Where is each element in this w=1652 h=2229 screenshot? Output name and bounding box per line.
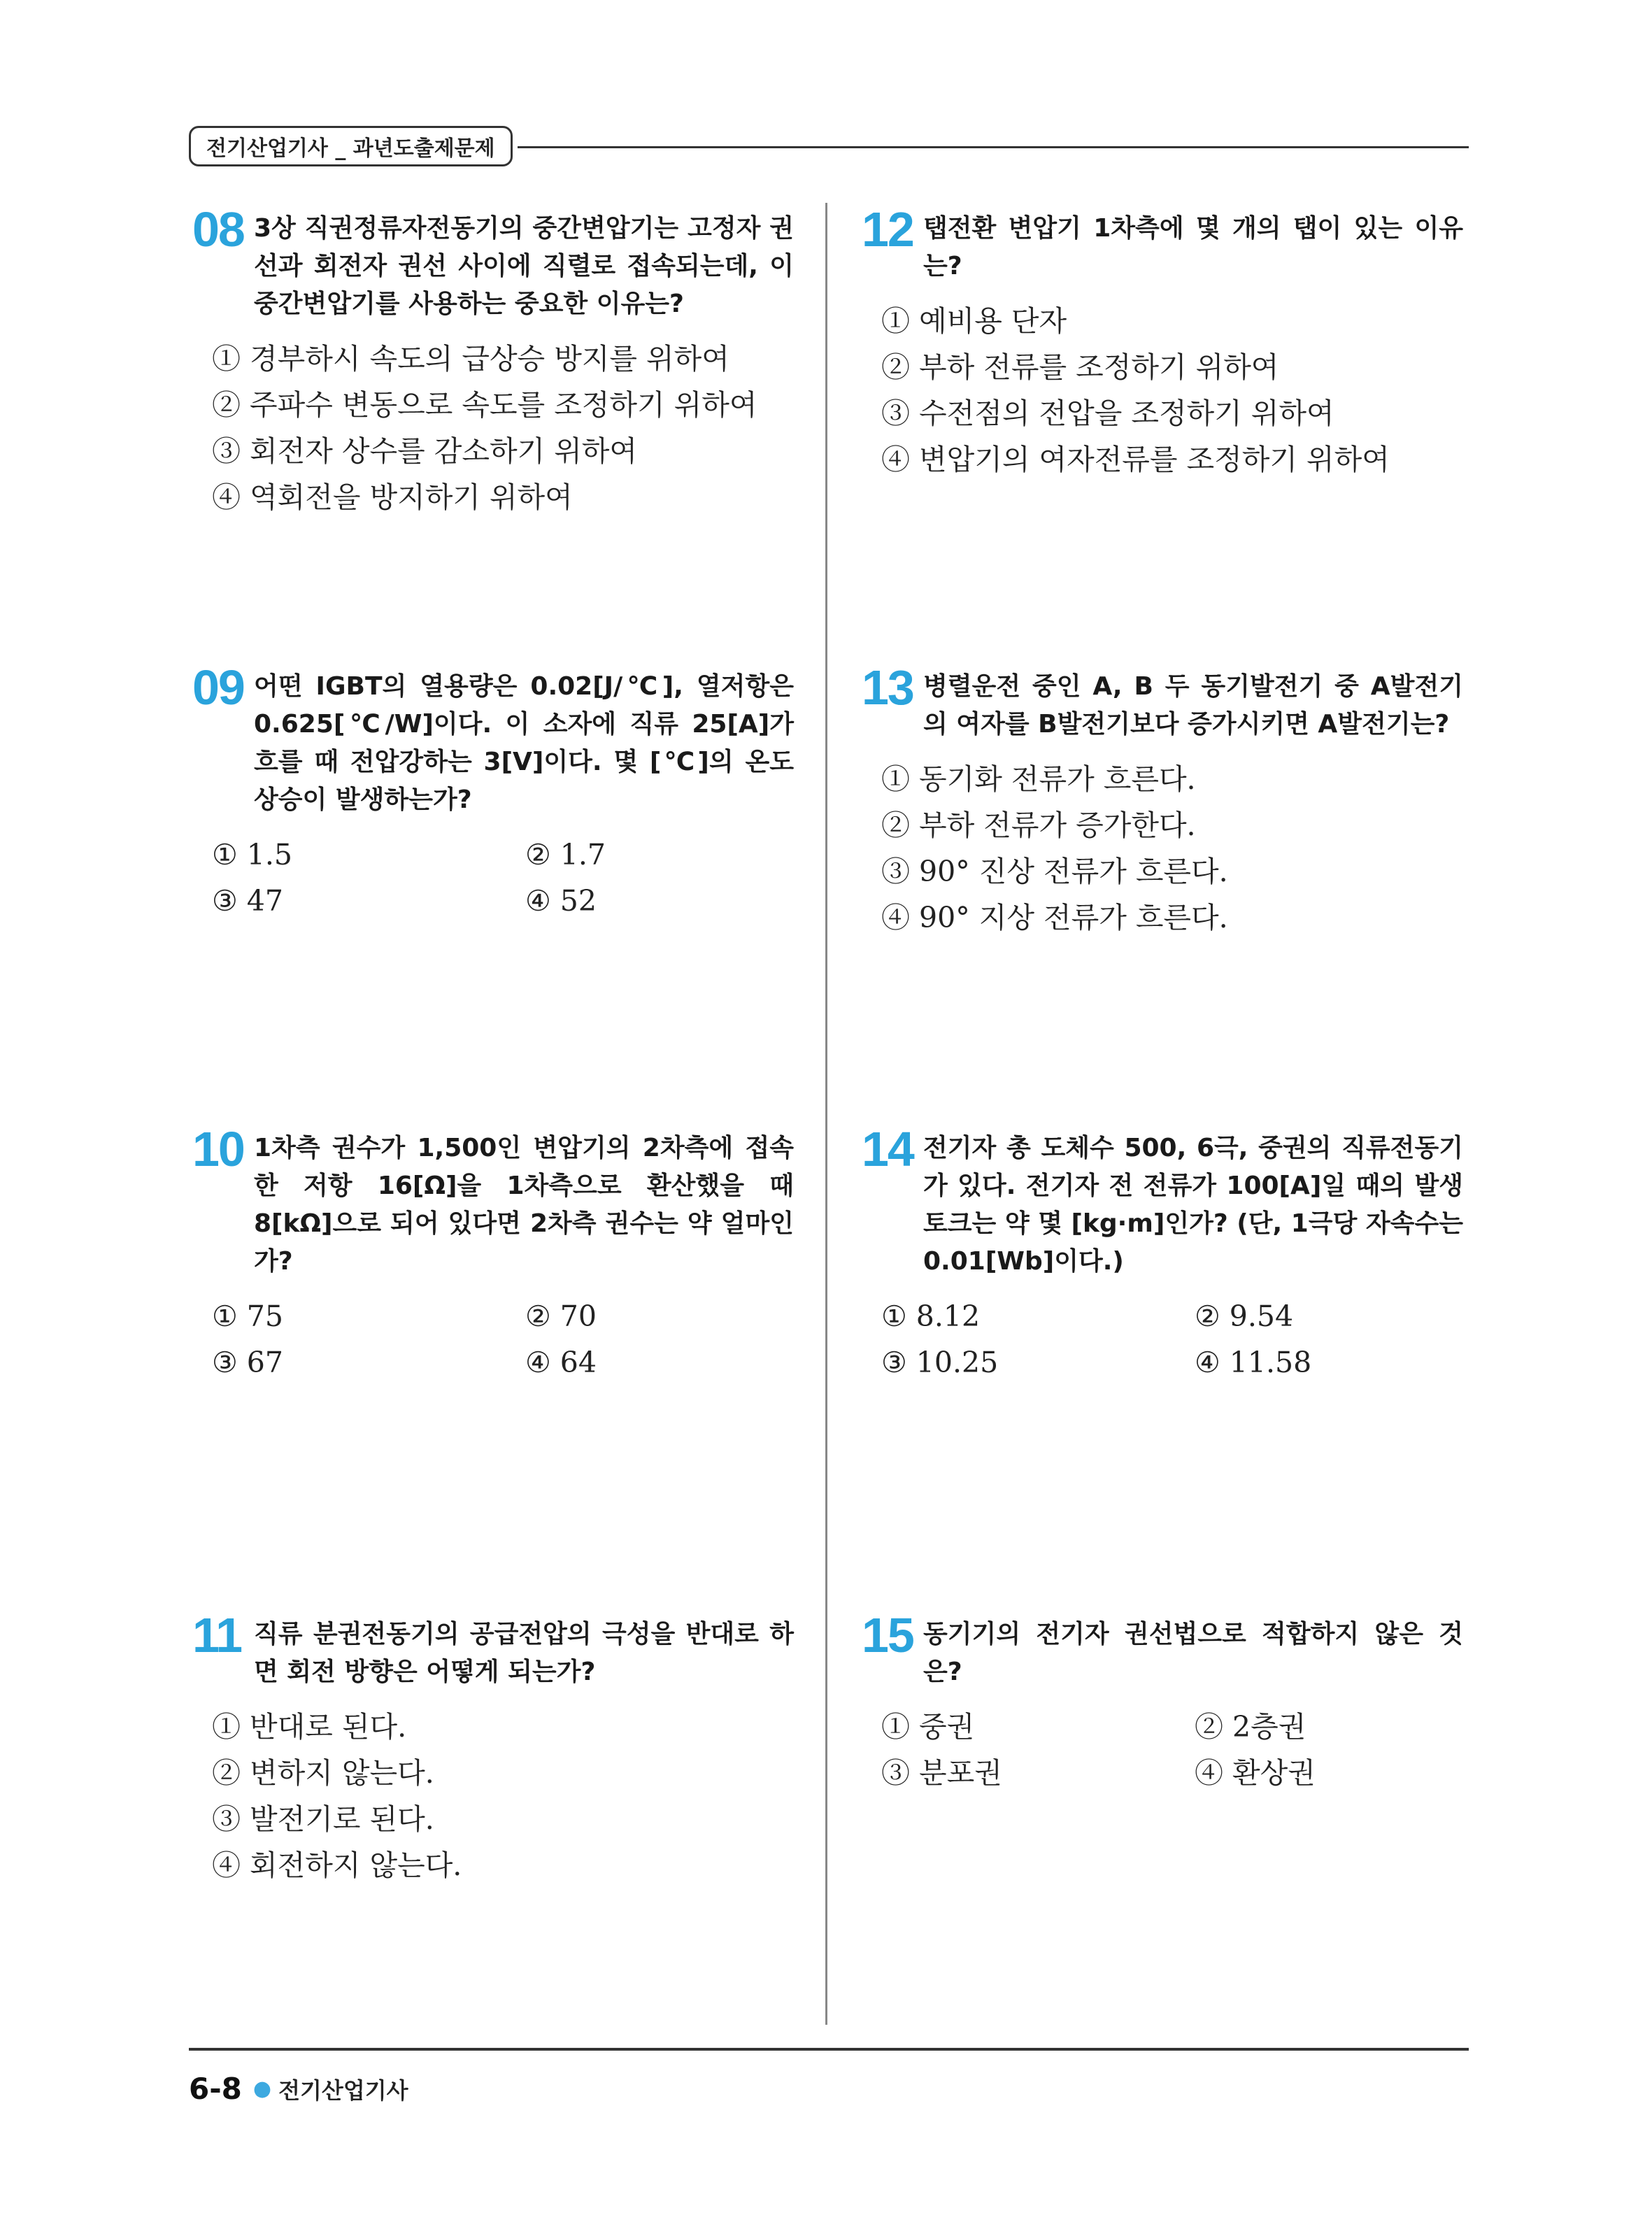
footer [189, 2072, 408, 2106]
option-2: ② 주파수 변동으로 속도를 조정하기 위하여 [212, 388, 757, 422]
question-10 [192, 1122, 794, 1386]
question-08 [192, 202, 794, 520]
question-text: 탭전환 변압기 1차측에 몇 개의 탭이 있는 이유는? [923, 214, 1463, 280]
option-3: ③ 분포권 [881, 1756, 1002, 1790]
question-text: 동기기의 전기자 권선법으로 적합하지 않은 것은? [923, 1620, 1463, 1686]
option-1: ① 중권 [881, 1710, 975, 1744]
option-2: ② 2층권 [1195, 1710, 1306, 1744]
page-number: 6-8 [189, 2072, 242, 2106]
option-3: ③ 67 [212, 1346, 283, 1379]
question-14 [862, 1122, 1463, 1386]
option-list [212, 336, 794, 520]
option-list [881, 1704, 1463, 1796]
question-09 [192, 660, 794, 924]
question-text: 전기자 총 도체수 500, 6극, 중권의 직류전동기가 있다. 전기자 전 전류가 100[A]일 때의 발생토크는 약 몇 [kg·m]인가? (단, 1극당 자속수는 0.01[Wb]이다.) [923, 1134, 1463, 1276]
option-2: ② 부하 전류를 조정하기 위하여 [881, 350, 1279, 384]
option-4: ④ 환상권 [1195, 1756, 1316, 1790]
question-number: 11 [192, 1608, 241, 1662]
question-15 [862, 1608, 1463, 1796]
option-1: ① 경부하시 속도의 급상승 방지를 위하여 [212, 342, 729, 376]
option-1: ① 예비용 단자 [881, 304, 1067, 338]
option-list [212, 1704, 794, 1888]
question-12 [862, 202, 1463, 483]
option-4: ④ 64 [525, 1346, 597, 1379]
option-1: ① 반대로 된다. [212, 1710, 407, 1744]
question-11 [192, 1608, 794, 1888]
header-rule [518, 146, 1469, 148]
option-2: ② 부하 전류가 증가한다. [881, 809, 1196, 842]
option-3: ③ 47 [212, 884, 283, 918]
option-1: ① 8.12 [881, 1299, 981, 1333]
option-4: ④ 역회전을 방지하기 위하여 [212, 480, 573, 514]
column-divider [825, 203, 827, 2025]
option-2: ② 70 [525, 1299, 597, 1333]
option-2: ② 1.7 [525, 838, 606, 871]
option-4: ④ 52 [525, 884, 597, 918]
option-4: ④ 회전하지 않는다. [212, 1849, 462, 1882]
footer-title: 전기산업기사 [278, 2077, 408, 2104]
option-3: ③ 10.25 [881, 1346, 999, 1379]
question-number: 10 [192, 1122, 244, 1176]
question-number: 09 [192, 660, 244, 715]
question-number: 14 [862, 1122, 913, 1176]
option-2: ② 변하지 않는다. [212, 1756, 434, 1790]
footer-rule [189, 2048, 1469, 2051]
option-4: ④ 변압기의 여자전류를 조정하기 위하여 [881, 443, 1390, 476]
option-4: ④ 11.58 [1195, 1346, 1312, 1379]
question-text: 어떤 IGBT의 열용량은 0.02[J/℃], 열저항은 0.625[℃/W]이다. 이 소자에 직류 25[A]가 흐를 때 전압강하는 3[V]이다. 몇 [℃]의 온도상승이 발생하는가? [254, 672, 794, 814]
option-3: ③ 회전자 상수를 감소하기 위하여 [212, 434, 638, 468]
option-2: ② 9.54 [1195, 1299, 1294, 1333]
option-1: ① 75 [212, 1299, 283, 1333]
option-list [881, 1293, 1463, 1386]
option-3: ③ 수전점의 전압을 조정하기 위하여 [881, 397, 1334, 430]
question-text: 1차측 권수가 1,500인 변압기의 2차측에 접속한 저항 16[Ω]을 1차측으로 환산했을 때 8[kΩ]으로 되어 있다면 2차측 권수는 약 얼마인가? [254, 1134, 794, 1276]
question-13 [862, 660, 1463, 941]
option-3: ③ 발전기로 된다. [212, 1802, 434, 1836]
question-text: 병렬운전 중인 A, B 두 동기발전기 중 A발전기의 여자를 B발전기보다 증가시키면 A발전기는? [923, 672, 1463, 739]
header-title: 전기산업기사 _ 과년도출제문제 [189, 126, 513, 166]
bullet-dot-icon: ● [252, 2077, 272, 2101]
question-text: 3상 직권정류자전동기의 중간변압기는 고정자 권선과 회전자 권선 사이에 직렬로 접속되는데, 이 중간변압기를 사용하는 중요한 이유는? [254, 214, 794, 318]
question-number: 08 [192, 202, 244, 257]
option-list [881, 298, 1463, 483]
option-list [881, 756, 1463, 941]
option-1: ① 동기화 전류가 흐른다. [881, 762, 1196, 796]
question-number: 13 [862, 660, 913, 715]
question-number: 15 [862, 1608, 913, 1662]
option-list [212, 832, 794, 924]
question-text: 직류 분권전동기의 공급전압의 극성을 반대로 하면 회전 방향은 어떻게 되는가? [254, 1620, 794, 1686]
option-4: ④ 90° 지상 전류가 흐른다. [881, 901, 1228, 934]
question-number: 12 [862, 202, 913, 257]
option-list [212, 1293, 794, 1386]
option-3: ③ 90° 진상 전류가 흐른다. [881, 855, 1228, 888]
option-1: ① 1.5 [212, 838, 292, 871]
